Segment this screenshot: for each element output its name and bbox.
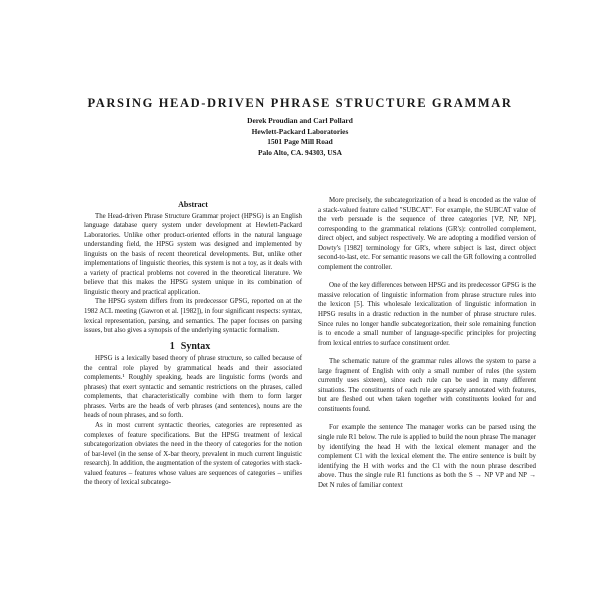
address-street: 1501 Page Mill Road bbox=[267, 137, 333, 146]
body-paragraph: As in most current syntactic theories, categories are represented as complexes of feature specifications. But the HPSG treatment of lexical subcategorization obviates the need in the theory of categories for the notion of bar-level (in the sense of X-bar theory, prevalent in much current linguistic research). In addition, the augmentation of the system of categories with stack-valued features – features whose values are sequences of categories – unifies the theory of lexical subcatego- bbox=[84, 422, 302, 487]
body-paragraph: More precisely, the subcategorization of a head is encoded as the value of a stack-valued feature called "SUBCAT". For example, the SUBCAT value of the verb persuade is the sequence of three categories [VP, NP, NP], corresponding to the grammatical relations (GR's): controlled complement, direct object, and subject respectively. We are adopting a modified version of Dowty's [1982] terminology for GR's, where subject is last, direct object second-to-last, etc. For semantic reasons we call the GR following a controlled complement the controller. bbox=[318, 197, 536, 271]
abstract-heading: Abstract bbox=[178, 200, 208, 209]
section-title: Syntax bbox=[180, 340, 211, 352]
right-column bbox=[318, 196, 536, 490]
address-city: Palo Alto, CA. 94303, USA bbox=[258, 147, 342, 157]
body-paragraph: The schematic nature of the grammar rules allows the system to parse a large fragment of English with only a small number of rules (the system currently uses sixteen), since each rule can be used in many different situations. The constituents of each rule are sparsely annotated with features, but are fleshed out when taken together with constituents looked for and constituents found. bbox=[318, 358, 536, 413]
body-paragraph: One of the key differences between HPSG and its predecessor GPSG is the massive relocation of linguistic information from phrase structure rules into the lexicon [5]. This wholesale lexicalization of linguistic information in HPSG results in a drastic reduction in the number of phrase structure rules. Since rules no longer handle subcategorization, their sole remaining function is to encode a small number of language-specific principles for projecting from lexical entries to surface constituent order. bbox=[318, 282, 536, 347]
paper-title: PARSING HEAD-DRIVEN PHRASE STRUCTURE GRAMMAR bbox=[87, 96, 513, 110]
section-heading bbox=[84, 342, 302, 352]
author-names: Derek Proudian and Carl Pollard bbox=[247, 116, 353, 125]
abstract-paragraph: The Head-driven Phrase Structure Grammar project (HPSG) is an English language database query system under development at Hewlett-Packard Laboratories. Unlike other product-oriented efforts in the natural language understanding field, the HPSG system was designed and implemented by linguists on the basis of recent theoretical developments. But, unlike other implementations of linguistic theories, this system is not a toy, as it deals with a variety of practical problems not covered in the theoretical literature. We believe that this makes the HPSG system unique in its combination of linguistic theory and practical application. bbox=[84, 212, 302, 296]
body-paragraph: For example the sentence The manager works can be parsed using the single rule R1 below. The rule is applied to build the noun phrase The manager by identifying the head H with the lexical element manager and the complement C1 with the lexical element the. The entire sentence is built by identifying the H with works and the C1 with the noun phrase described above. Thus the single rule R1 functions as both the S → NP VP and NP → Det N rules of familiar context bbox=[318, 424, 536, 489]
author-block bbox=[0, 116, 600, 158]
abstract-paragraph: The HPSG system differs from its predecessor GPSG, reported on at the 1982 ACL meeting (Gawron et al. [1982]), in four significant respects: syntax, lexical representation, parsing, and semantics. The paper focuses on parsing issues, but also gives a synopsis of the underlying syntactic formalism. bbox=[84, 298, 302, 335]
section-number: 1 bbox=[169, 340, 175, 352]
left-column bbox=[84, 196, 302, 488]
body-paragraph: HPSG is a lexically based theory of phrase structure, so called because of the central role played by grammatical heads and their associated complements.¹ Roughly speaking, heads are linguistic forms (words and phrases) that exert syntactic and semantic restrictions on the phrases, called complements, that characteristically combine with them to form larger phrases. Verbs are the heads of verb phrases (and sentences), nouns are the heads of noun phrases, and so forth. bbox=[84, 355, 302, 420]
affiliation: Hewlett-Packard Laboratories bbox=[251, 126, 349, 136]
